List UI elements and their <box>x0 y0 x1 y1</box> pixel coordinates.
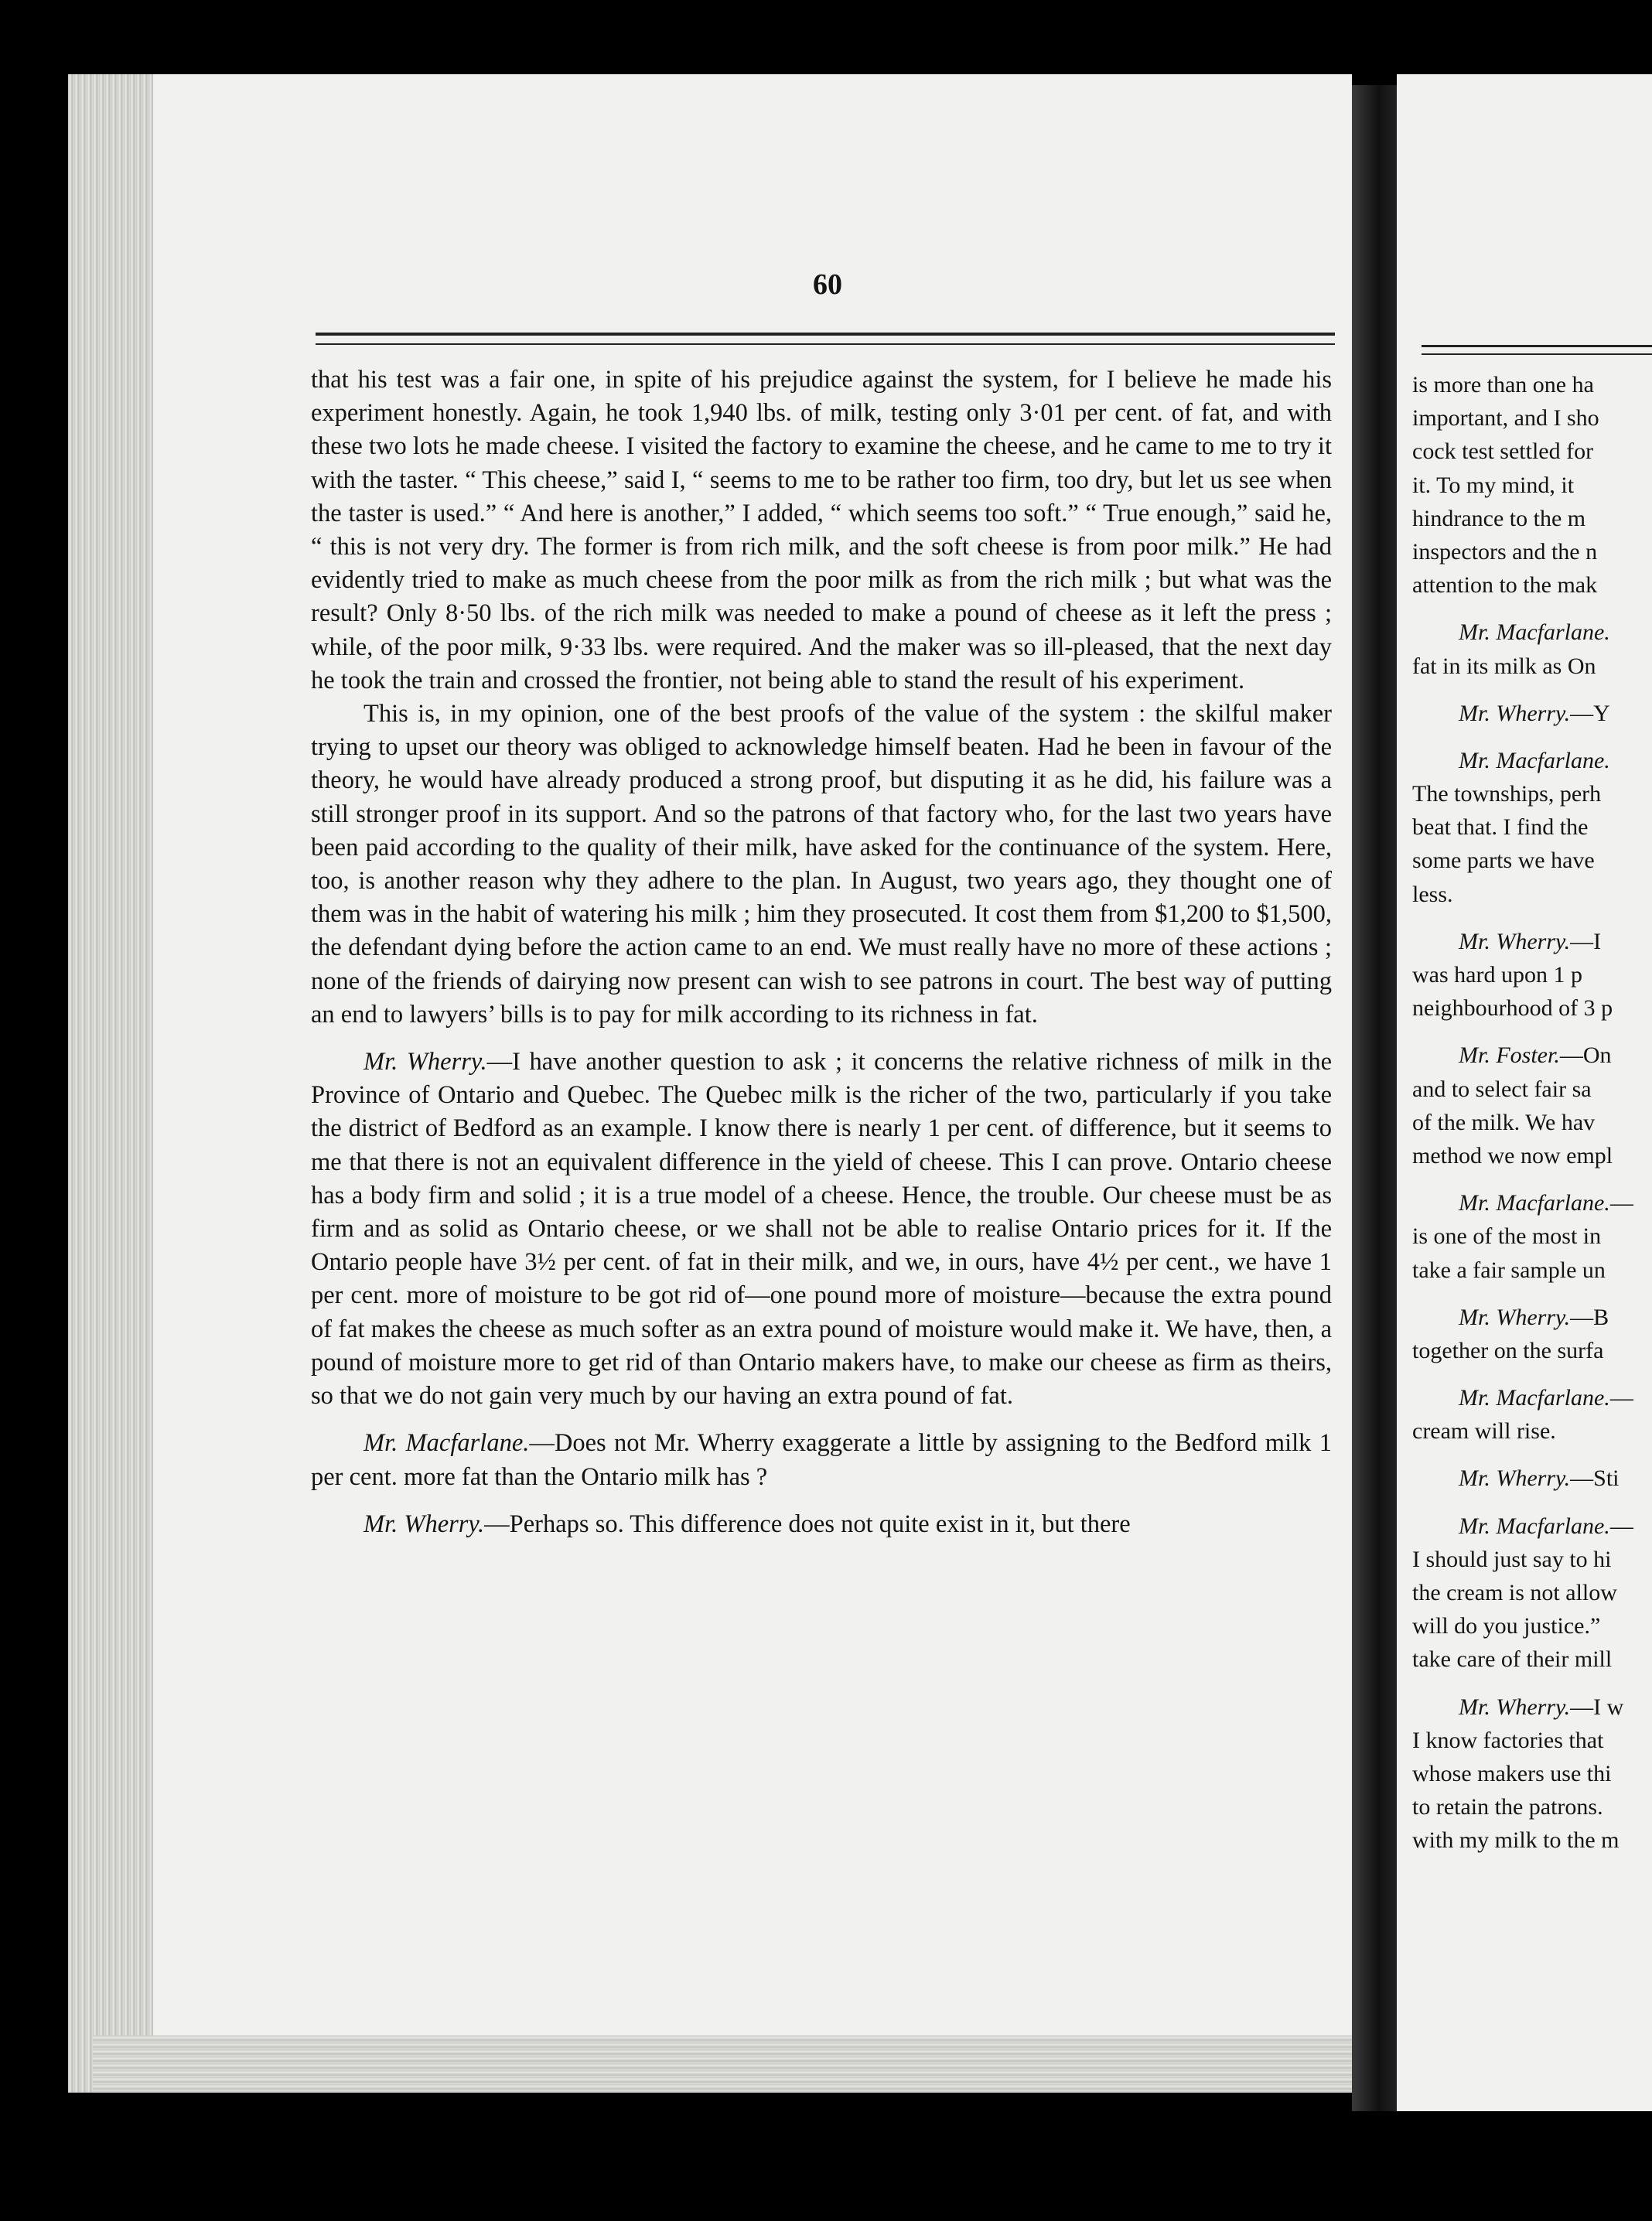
right-column-line: hindrance to the m <box>1412 505 1586 531</box>
right-column-line: fat in its milk as On <box>1412 653 1596 679</box>
paragraph <box>311 363 1332 698</box>
right-column-line: whose makers use thi <box>1412 1760 1612 1786</box>
paragraph-text: that his test was a fair one, in spite of his prejudice against the system, for I believe he made his experiment honestly. Again, he took 1,940 lbs. of milk, testing only 3·01 per cent. of fat, and with these two lots he made cheese. I visited the factory to examine the cheese, and he came to me to try it with the taster. “ This cheese,” said I, “ seems to me to be rather too firm, too dry, but let us see when the taster is used.” “ And here is another,” I added, “ which seems too soft.” “ True enough,” said he, “ this is not very dry. The former is from rich milk, and the soft cheese is from poor milk.” He had evidently tried to make as much cheese from the poor milk as from the rich milk ; but what was the result? Only 8·50 lbs. of the rich milk was needed to make a pound of cheese as it left the press ; while, of the poor milk, 9·33 lbs. were required. And the maker was so ill-pleased, that the next day he took the train and crossed the frontier, not being able to stand the result of his experiment. <box>311 366 1332 694</box>
right-column-line: I know factories that <box>1412 1727 1604 1753</box>
right-column-line: together on the surfa <box>1412 1337 1604 1363</box>
right-column-line: will do you justice.” <box>1412 1613 1601 1639</box>
right-column-line: cream will rise. <box>1412 1418 1556 1445</box>
page-edges-left <box>68 74 153 2093</box>
right-column-line: beat that. I find the <box>1412 814 1589 841</box>
paragraph <box>311 1046 1332 1413</box>
book-gutter <box>1352 85 1397 2111</box>
right-column-line: Mr. Macfarlane. <box>1459 747 1610 773</box>
right-page <box>1397 74 1652 2111</box>
right-column-line: method we now empl <box>1412 1142 1613 1168</box>
right-text-column <box>1412 368 1652 1858</box>
right-column-line: with my milk to the m <box>1412 1827 1620 1854</box>
right-column-line: Mr. Macfarlane.— <box>1459 1190 1633 1216</box>
right-column-line: Mr. Macfarlane.— <box>1459 1513 1633 1539</box>
speaker-name: Mr. Wherry. <box>364 1048 487 1076</box>
right-header-rule <box>1422 345 1652 355</box>
paragraph-text: —Does not Mr. Wherry exaggerate a little by assigning to the Bedford milk 1 per cent. more fat than the Ontario milk has ? <box>311 1429 1333 1491</box>
right-column-line: less. <box>1412 881 1453 907</box>
right-column-line: of the milk. We hav <box>1412 1109 1596 1135</box>
speaker-name: Mr. Macfarlane. <box>364 1429 530 1458</box>
paragraph <box>311 1427 1332 1493</box>
right-column-line: cock test settled for <box>1412 438 1594 465</box>
paragraph-text: This is, in my opinion, one of the best proofs of the value of the system : the skilful maker trying to upset our theory was obliged to acknowledge himself beaten. Had he been in favour of the theory, he would have already produced a strong proof, but disputing it as he did, his failure was a still stronger proof in its support. And so the patrons of that factory who, for the last two years have been paid according to the quality of their milk, have asked for the continuance of the system. Here, too, is another reason why they adhere to the plan. In August, two years ago, they thought one of them was in the habit of watering his milk ; him they prosecuted. It cost them from $1,200 to $1,500, the defendant dying before the action came to an end. We must really have no more of these actions ; none of the friends of dairying now present can wish to see patrons in court. The best way of putting an end to lawyers’ bills is to pay for milk according to its richness in fat. <box>311 700 1332 1029</box>
right-column-line: The townships, perh <box>1412 781 1602 807</box>
paragraph <box>311 698 1332 1032</box>
right-column-line: attention to the mak <box>1412 572 1598 599</box>
right-column-line: Mr. Macfarlane.— <box>1459 1385 1633 1411</box>
right-column-line: the cream is not allow <box>1412 1580 1617 1605</box>
right-column-line: Mr. Foster.—On <box>1459 1042 1612 1069</box>
main-text-column <box>311 363 1332 1541</box>
right-column-line: to retain the patrons. <box>1412 1794 1603 1820</box>
right-column-line: Mr. Wherry.—B <box>1459 1304 1609 1330</box>
right-column-line: some parts we have <box>1412 848 1595 874</box>
right-column-line: Mr. Wherry.—Sti <box>1459 1465 1620 1492</box>
right-column-line: inspectors and the n <box>1412 538 1598 565</box>
right-column-line: was hard upon 1 p <box>1412 962 1582 988</box>
right-column-line: Mr. Wherry.—Y <box>1459 700 1610 726</box>
right-column-line: is one of the most in <box>1412 1223 1602 1250</box>
paragraph-text: —Perhaps so. This difference does not quite exist in it, but there <box>484 1510 1131 1538</box>
right-column-line: Mr. Macfarlane. <box>1459 619 1610 646</box>
right-column-line: neighbourhood of 3 p <box>1412 995 1613 1022</box>
right-column-line: it. To my mind, it <box>1412 472 1575 498</box>
paragraph <box>311 1508 1332 1541</box>
right-column-line: important, and I sho <box>1412 405 1599 432</box>
right-column-line: I should just say to hi <box>1412 1546 1612 1572</box>
header-rule <box>316 333 1335 345</box>
speaker-name: Mr. Wherry. <box>364 1510 485 1538</box>
right-column-line: Mr. Wherry.—I <box>1459 928 1602 954</box>
paragraph-text: —I have another question to ask ; it concerns the relative richness of milk in the Province of Ontario and Quebec. The Quebec milk is the richer of the two, particularly if you take the district of Bedford as an example. I know there is nearly 1 per cent. of difference, but it seems to me that there is not an equivalent difference in the yield of cheese. This I can prove. Ontario cheese has a body firm and solid ; it is a true model of a cheese. Hence, the trouble. Our cheese must be as firm and as solid as Ontario cheese, or we shall not be able to realise Ontario prices for it. If the Ontario people have 3½ per cent. of fat in their milk, and we, in ours, have 4½ per cent., we have 1 per cent. more of moisture to be got rid of—one pound more of moisture—because the extra pound of fat makes the cheese as much softer as an extra pound of moisture would make it. We have, then, a pound of moisture more to get rid of than Ontario makers have, to make our cheese as firm as theirs, so that we do not gain very much by our having an extra pound of fat. <box>311 1048 1332 1411</box>
right-column-line: take a fair sample un <box>1412 1257 1606 1283</box>
page-edges-bottom <box>93 2035 1352 2093</box>
page-number: 60 <box>813 268 842 301</box>
right-column-line: is more than one ha <box>1412 372 1594 397</box>
right-column-line: Mr. Wherry.—I w <box>1459 1694 1624 1720</box>
right-column-line: take care of their mill <box>1412 1646 1613 1673</box>
right-column-line: and to select fair sa <box>1412 1076 1592 1102</box>
